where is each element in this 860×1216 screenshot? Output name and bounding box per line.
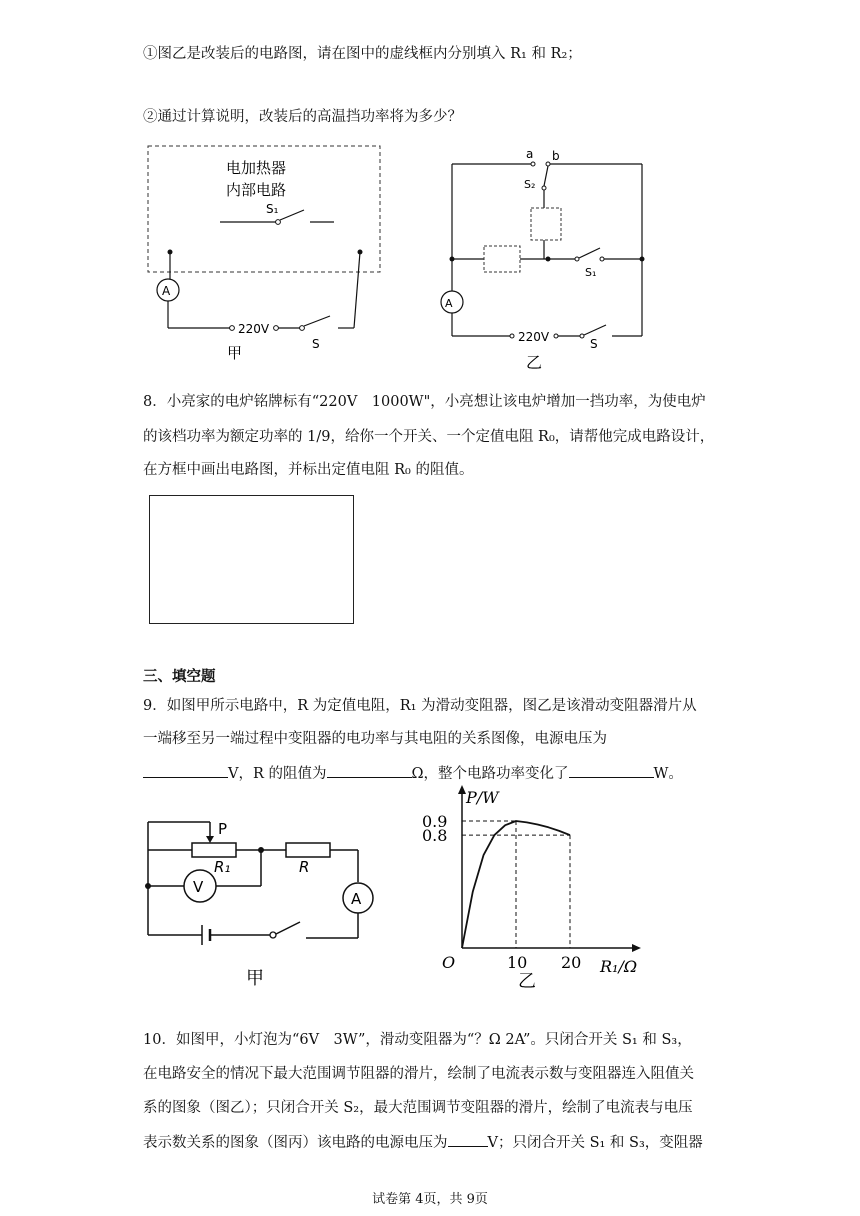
q9-figure-jia <box>140 812 380 997</box>
q10-line-3: 系的图象（图乙）；只闭合开关 S₂，最大范围调节变阻器的滑片，绘制了电流表与电压 <box>143 1100 693 1116</box>
jia-ammeter-label: A <box>162 284 171 298</box>
q9-r-label: R <box>299 858 310 876</box>
jia-title-1: 电加热器 <box>226 159 287 177</box>
yi-b-label: b <box>552 149 560 163</box>
q9-voltmeter-label: V <box>193 878 204 896</box>
yi-s-label: S <box>590 337 598 351</box>
q9-blank-resistance[interactable] <box>327 763 412 778</box>
q9-line-1: 9．如图甲所示电路中，R 为定值电阻，R₁ 为滑动变阻器，图乙是该滑动变阻器滑片从 <box>143 698 697 714</box>
q9-ammeter-label: A <box>351 890 362 908</box>
q9-r-resistor <box>286 843 330 857</box>
q9-r1-resistor <box>192 843 236 857</box>
chart-y-tick-0: 0.8 <box>422 826 448 846</box>
q9-jia-caption: 甲 <box>246 968 264 989</box>
yi-s2-label: S₂ <box>524 178 536 191</box>
q10-blank-voltage[interactable] <box>448 1132 488 1147</box>
q8-line-3: 在方框中画出电路图，并标出定值电阻 R₀ 的阻值。 <box>143 462 474 478</box>
jia-title-2: 内部电路 <box>226 181 287 199</box>
q9-r1-label: R₁ <box>214 858 231 876</box>
chart-x-tick-0: 10 <box>507 953 528 972</box>
q8-line-2: 的该档功率为额定功率的 1/9，给你一个开关、一个定值电阻 R₀，请帮他完成电路设计， <box>143 429 715 445</box>
q10-line-2: 在电路安全的情况下最大范围调节阻器的滑片，绘制了电流表示数与变阻器连入阻值关 <box>143 1066 694 1082</box>
chart-x-arrow <box>632 944 641 952</box>
section-3-heading: 三、填空题 <box>143 668 216 685</box>
q7-line-2: ②通过计算说明，改装后的高温挡功率将为多少？ <box>143 109 462 125</box>
q7-line-1: ①图乙是改装后的电路图，请在图中的虚线框内分别填入 R₁ 和 R₂； <box>143 46 582 62</box>
q9-blank-power[interactable] <box>569 763 654 778</box>
yi-voltage-label: 220V <box>518 330 550 344</box>
jia-voltage-label: 220V <box>238 322 270 336</box>
q10-line-4-a: 表示数关系的图象（图丙）该电路的电源电压为 <box>143 1135 448 1151</box>
chart-origin-label: O <box>442 953 456 972</box>
yi-box-upper <box>531 208 561 240</box>
q10-line-4-b: V；只闭合开关 S₁ 和 S₃，变阻器 <box>487 1135 703 1151</box>
q9-line-3-b: Ω，整个电路功率变化了 <box>411 766 569 782</box>
yi-s1-label: S₁ <box>585 266 597 279</box>
q9-yi-caption: 乙 <box>518 971 536 992</box>
chart-y-arrow <box>458 785 466 794</box>
yi-a-label: a <box>526 147 534 161</box>
q9-line-3-c: W。 <box>653 766 683 782</box>
chart-x-label: R₁/Ω <box>600 957 638 976</box>
q10-line-4 <box>143 1131 703 1152</box>
chart-y-tick-1: 0.9 <box>422 812 448 831</box>
q9-line-3-a: V，R 的阻值为 <box>228 766 327 782</box>
q9-blank-voltage[interactable] <box>143 763 228 778</box>
q7-figure-yi <box>430 140 660 375</box>
chart-x-tick-1: 20 <box>561 953 582 972</box>
jia-s1-label: S₁ <box>266 202 279 216</box>
q9-chart <box>400 780 660 995</box>
q8-line-1: 8．小亮家的电炉铭牌标有“220V 1000W"，小亮想让该电炉增加一挡功率，为使电炉 <box>143 394 706 410</box>
yi-caption: 乙 <box>526 353 543 372</box>
q10-line-1: 10．如图甲，小灯泡为“6V 3W”，滑动变阻器为“？Ω 2A”。只闭合开关 S₁ 和 S₃， <box>143 1032 692 1048</box>
jia-caption: 甲 <box>227 344 243 362</box>
q8-answer-box[interactable] <box>149 495 354 624</box>
jia-s-label: S <box>312 337 320 351</box>
chart-y-label: P/W <box>466 788 499 807</box>
q9-line-2: 一端移至另一端过程中变阻器的电功率与其电阻的关系图像，电源电压为 <box>143 731 607 747</box>
q9-p-label: P <box>218 820 228 838</box>
q7-figure-jia <box>140 140 400 370</box>
yi-ammeter-label: A <box>445 297 453 310</box>
yi-box-left <box>484 246 520 272</box>
page-footer: 试卷第 4页，共 9页 <box>372 1192 488 1207</box>
